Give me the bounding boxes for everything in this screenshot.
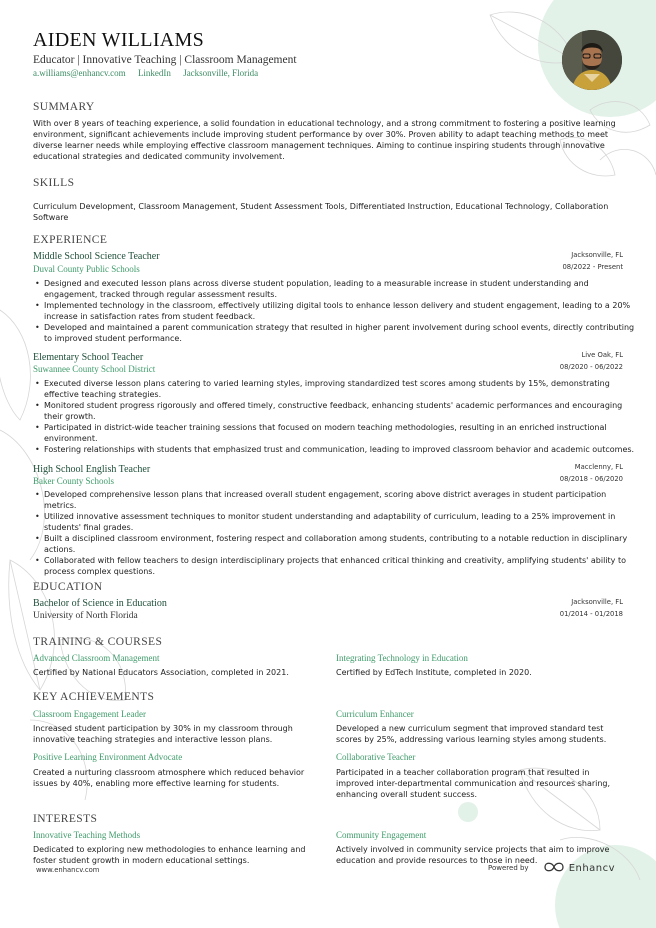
list-item: • Fostering relationships with students that emphasized trust and communication, leading to improved classroom behavior and academic outcomes.	[44, 444, 636, 455]
job-location: Macclenny, FL	[574, 463, 623, 471]
avatar	[562, 30, 622, 90]
job-meta	[562, 249, 623, 273]
section-title-interests: INTERESTS	[33, 813, 98, 825]
list-item: • Developed and maintained a parent communication strategy that resulted in higher parent involvement during school events, directly contributing to improved student performance.	[44, 322, 636, 344]
job-organization: Suwannee County School District	[33, 364, 156, 374]
achievement-title: Positive Learning Environment Advocate	[33, 752, 183, 762]
job-dates: 08/2018 - 06/2020	[559, 475, 623, 483]
section-title-summary: SUMMARY	[33, 101, 95, 113]
candidate-headline: Educator | Innovative Teaching | Classroom Management	[33, 54, 297, 66]
list-item: • Monitored student progress rigorously and offered timely, constructive feedback, enhancing students' academic performances and encouraging their growth.	[44, 400, 636, 422]
location-text: Jacksonville, Florida	[183, 68, 259, 78]
section-title-education: EDUCATION	[33, 581, 103, 593]
job-bullets	[33, 489, 636, 577]
job-location: Jacksonville, FL	[571, 251, 623, 259]
training-text: Certified by National Educators Association, completed in 2021.	[33, 668, 289, 677]
linkedin-link[interactable]: LinkedIn	[137, 68, 171, 78]
job-meta	[560, 461, 623, 485]
interest-text: Dedicated to exploring new methodologies to enhance learning and foster student growth in modern educational settings.	[33, 845, 306, 865]
enhancv-logo[interactable]	[543, 861, 615, 874]
job-organization: Baker County Schools	[33, 476, 114, 486]
list-item: • Utilized innovative assessment techniques to monitor student understanding and adaptability of curriculum, leading to a 25% improvement in students' final grades.	[44, 511, 636, 533]
list-item: • Executed diverse lesson plans catering to varied learning styles, improving standardized test scores among students by 15%, demonstrating effective teaching strategies.	[44, 378, 636, 400]
section-title-skills: SKILLS	[33, 177, 75, 189]
achievement-text: Created a nurturing classroom atmosphere which reduced behavior issues by 40%, enabling more effective learning for students.	[33, 768, 305, 788]
education-meta	[560, 596, 623, 620]
job-organization: Duval County Public Schools	[33, 264, 140, 274]
education-dates: 01/2014 - 01/2018	[559, 610, 623, 618]
education-location: Jacksonville, FL	[571, 598, 623, 606]
job-meta	[560, 349, 623, 373]
job-dates: 08/2020 - 06/2022	[559, 363, 623, 371]
interest-title: Community Engagement	[336, 830, 427, 840]
job-role: High School English Teacher	[33, 464, 151, 475]
achievement-text: Participated in a teacher collaboration program that resulted in improved inter-departmental communication and resources sharing, enhancing overall student success.	[336, 768, 611, 799]
list-item: • Collaborated with fellow teachers to design interdisciplinary projects that enhanced critical thinking and creativity, amplifying students' ability to process complex questions.	[44, 555, 636, 577]
list-item: • Built a disciplined classroom environment, fostering respect and collaboration among students, contributing to a notable reduction in disciplinary actions.	[44, 533, 636, 555]
education-degree: Bachelor of Science in Education	[33, 598, 167, 609]
enhancv-logo-text: Enhancv	[568, 863, 616, 874]
profile-photo-icon	[562, 30, 622, 90]
training-text: Certified by EdTech Institute, completed in 2020.	[336, 668, 532, 677]
job-role: Middle School Science Teacher	[33, 251, 160, 262]
job-location: Live Oak, FL	[581, 351, 623, 359]
achievement-title: Collaborative Teacher	[336, 752, 416, 762]
training-title: Advanced Classroom Management	[33, 653, 160, 663]
education-school: University of North Florida	[33, 611, 138, 621]
job-bullets	[33, 378, 636, 455]
interest-text: Actively involved in community service projects that aim to improve education and provide resources to those in need.	[336, 845, 610, 865]
skills-text: Curriculum Development, Classroom Management, Student Assessment Tools, Differentiated Instruction, Educational Technology, Collaboration Software	[33, 202, 609, 222]
summary-text: With over 8 years of teaching experience, a solid foundation in educational technology, and a strong commitment to fostering a positive learning environment, significant achievements include improving student performance by over 30%. Proven ability to adapt teaching methods to meet diverse learner needs while employing effective classroom management techniques. Aiming to continue inspiring students through innovative educational strategies and dedicated community involvement.	[33, 119, 616, 161]
email-link[interactable]: a.williams@enhancv.com	[33, 68, 126, 78]
list-item: • Designed and executed lesson plans across diverse student population, leading to a measurable increase in student understanding and engagement, tracked through regular assessment results.	[44, 278, 636, 300]
list-item: • Participated in district-wide teacher training sessions that focused on modern teaching methodologies, resulting in an enriched instructional environment.	[44, 422, 636, 444]
job-role: Elementary School Teacher	[33, 352, 144, 363]
job-dates: 08/2022 - Present	[562, 263, 623, 271]
section-title-training: TRAINING & COURSES	[33, 636, 163, 648]
interest-title: Innovative Teaching Methods	[33, 830, 141, 840]
job-bullets	[33, 278, 636, 344]
achievement-title: Curriculum Enhancer	[336, 709, 414, 719]
enhancv-logo-icon	[543, 861, 565, 873]
section-title-experience: EXPERIENCE	[33, 234, 108, 246]
achievement-text: Increased student participation by 30% in my classroom through innovative teaching strategies and interactive lesson plans.	[33, 724, 293, 744]
footer-powered-by: Powered by	[488, 864, 529, 872]
achievement-text: Developed a new curriculum segment that improved standard test scores by 25%, addressing various learning styles among students.	[336, 724, 607, 744]
training-title: Integrating Technology in Education	[336, 653, 468, 663]
achievement-title: Classroom Engagement Leader	[33, 709, 146, 719]
list-item: • Developed comprehensive lesson plans that increased overall student engagement, scoring above district averages in student participation metrics.	[44, 489, 636, 511]
list-item: • Implemented technology in the classroom, effectively utilizing digital tools to enhance lesson delivery and student engagement, leading to a 20% increase in satisfaction rates from student feedback.	[44, 300, 636, 322]
contact-row	[33, 68, 268, 78]
footer-website-link[interactable]: www.enhancv.com	[36, 866, 100, 874]
candidate-name: AIDEN WILLIAMS	[33, 29, 205, 51]
section-title-achievements: KEY ACHIEVEMENTS	[33, 691, 155, 703]
